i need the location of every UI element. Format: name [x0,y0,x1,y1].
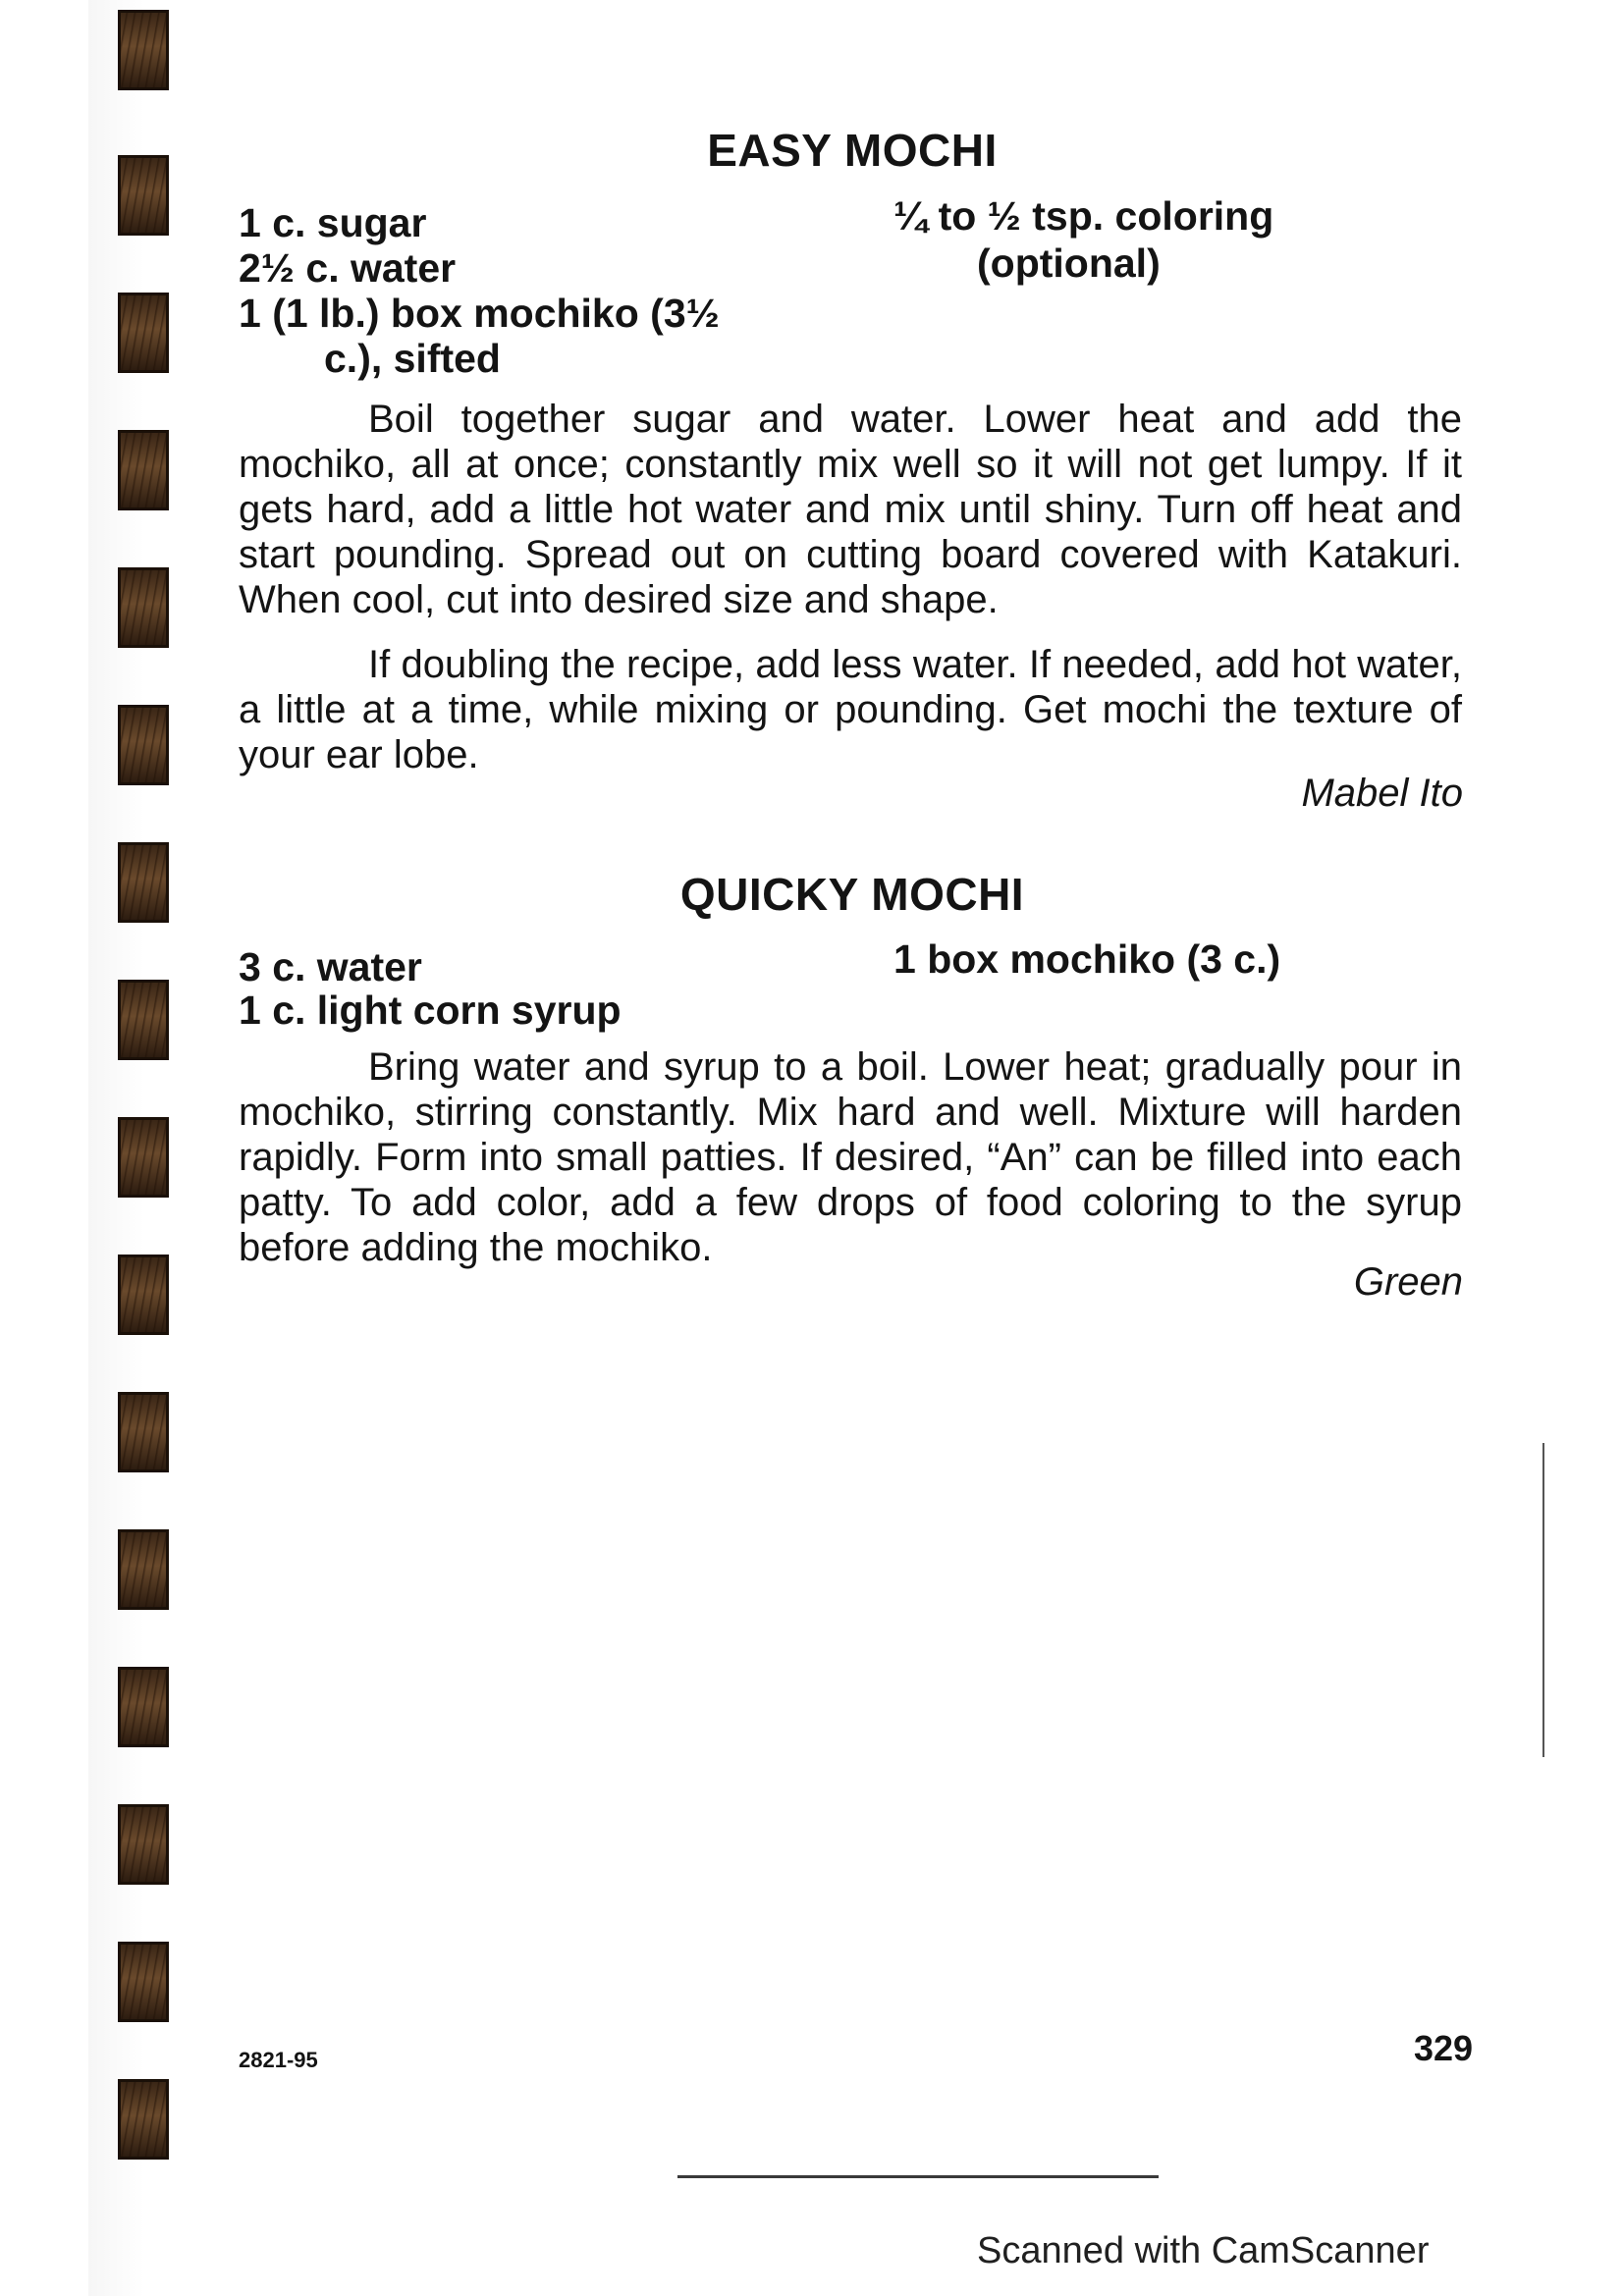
binding-hole [118,1804,169,1885]
binding-hole [118,842,169,923]
binding-hole [118,1392,169,1472]
page-number: 329 [1414,2028,1474,2068]
binding-hole [118,10,169,90]
binding-hole [118,1117,169,1198]
binding-hole [118,430,169,510]
binding-hole [118,980,169,1060]
page-code: 2821-95 [239,2048,318,2072]
binding-hole [118,293,169,373]
ingredient-water: 2½ c. water [239,245,457,291]
binding-hole [118,2079,169,2160]
binding-hole [118,1667,169,1747]
ingredient-water: 3 c. water [239,944,422,989]
contributor-name: Green [1353,1260,1463,1304]
binding-hole [118,1255,169,1335]
instructions-paragraph: Boil together sugar and water. Lower heat and add the mochiko, all at once; constantly mix well so it will not get lumpy. If it gets hard, add a little hot water and mix until shiny. Turn off heat and start pounding. Spread out on cutting board covered with Katakuri. When cool, cut into desired size and shape. [239,398,1462,621]
page-edge-line [1542,1443,1544,1757]
contributor-name: Mabel Ito [1301,772,1463,815]
ingredient-corn-syrup: 1 c. light corn syrup [239,988,622,1033]
ingredient-mochiko: 1 box mochiko (3 c.) [893,936,1281,982]
binding-hole [118,1942,169,2022]
ingredient-coloring: ¼ to ½ tsp. coloring [893,193,1274,239]
instructions-paragraph: If doubling the recipe, add less water. If needed, add hot water, a little at a time, while mixing or pounding. Get mochi the texture of your ear lobe. [239,643,1462,776]
scanner-watermark: Scanned with CamScanner [977,2230,1430,2271]
ingredient-mochiko-continued: c.), sifted [324,336,501,381]
recipe-title-quicky-mochi: QUICKY MOCHI [679,869,1025,920]
binding-hole [118,1529,169,1610]
ingredient-sugar: 1 c. sugar [239,200,427,245]
ingredient-mochiko: 1 (1 lb.) box mochiko (3½ [239,291,720,336]
bottom-rule [677,2175,1159,2178]
instructions-paragraph: Bring water and syrup to a boil. Lower heat; gradually pour in mochiko, stirring constantly. Mix hard and well. Mixture will harden rapidly. Form into small patties. If desired, “An” can be filled into each patty. To add color, add a few drops of food coloring to the syrup before adding the mochiko. [239,1045,1462,1269]
binding-hole [118,705,169,785]
binding-hole [118,567,169,648]
binding-hole [118,155,169,236]
recipe-title-easy-mochi: EASY MOCHI [707,125,998,176]
ingredient-coloring-optional: (optional) [977,240,1161,286]
